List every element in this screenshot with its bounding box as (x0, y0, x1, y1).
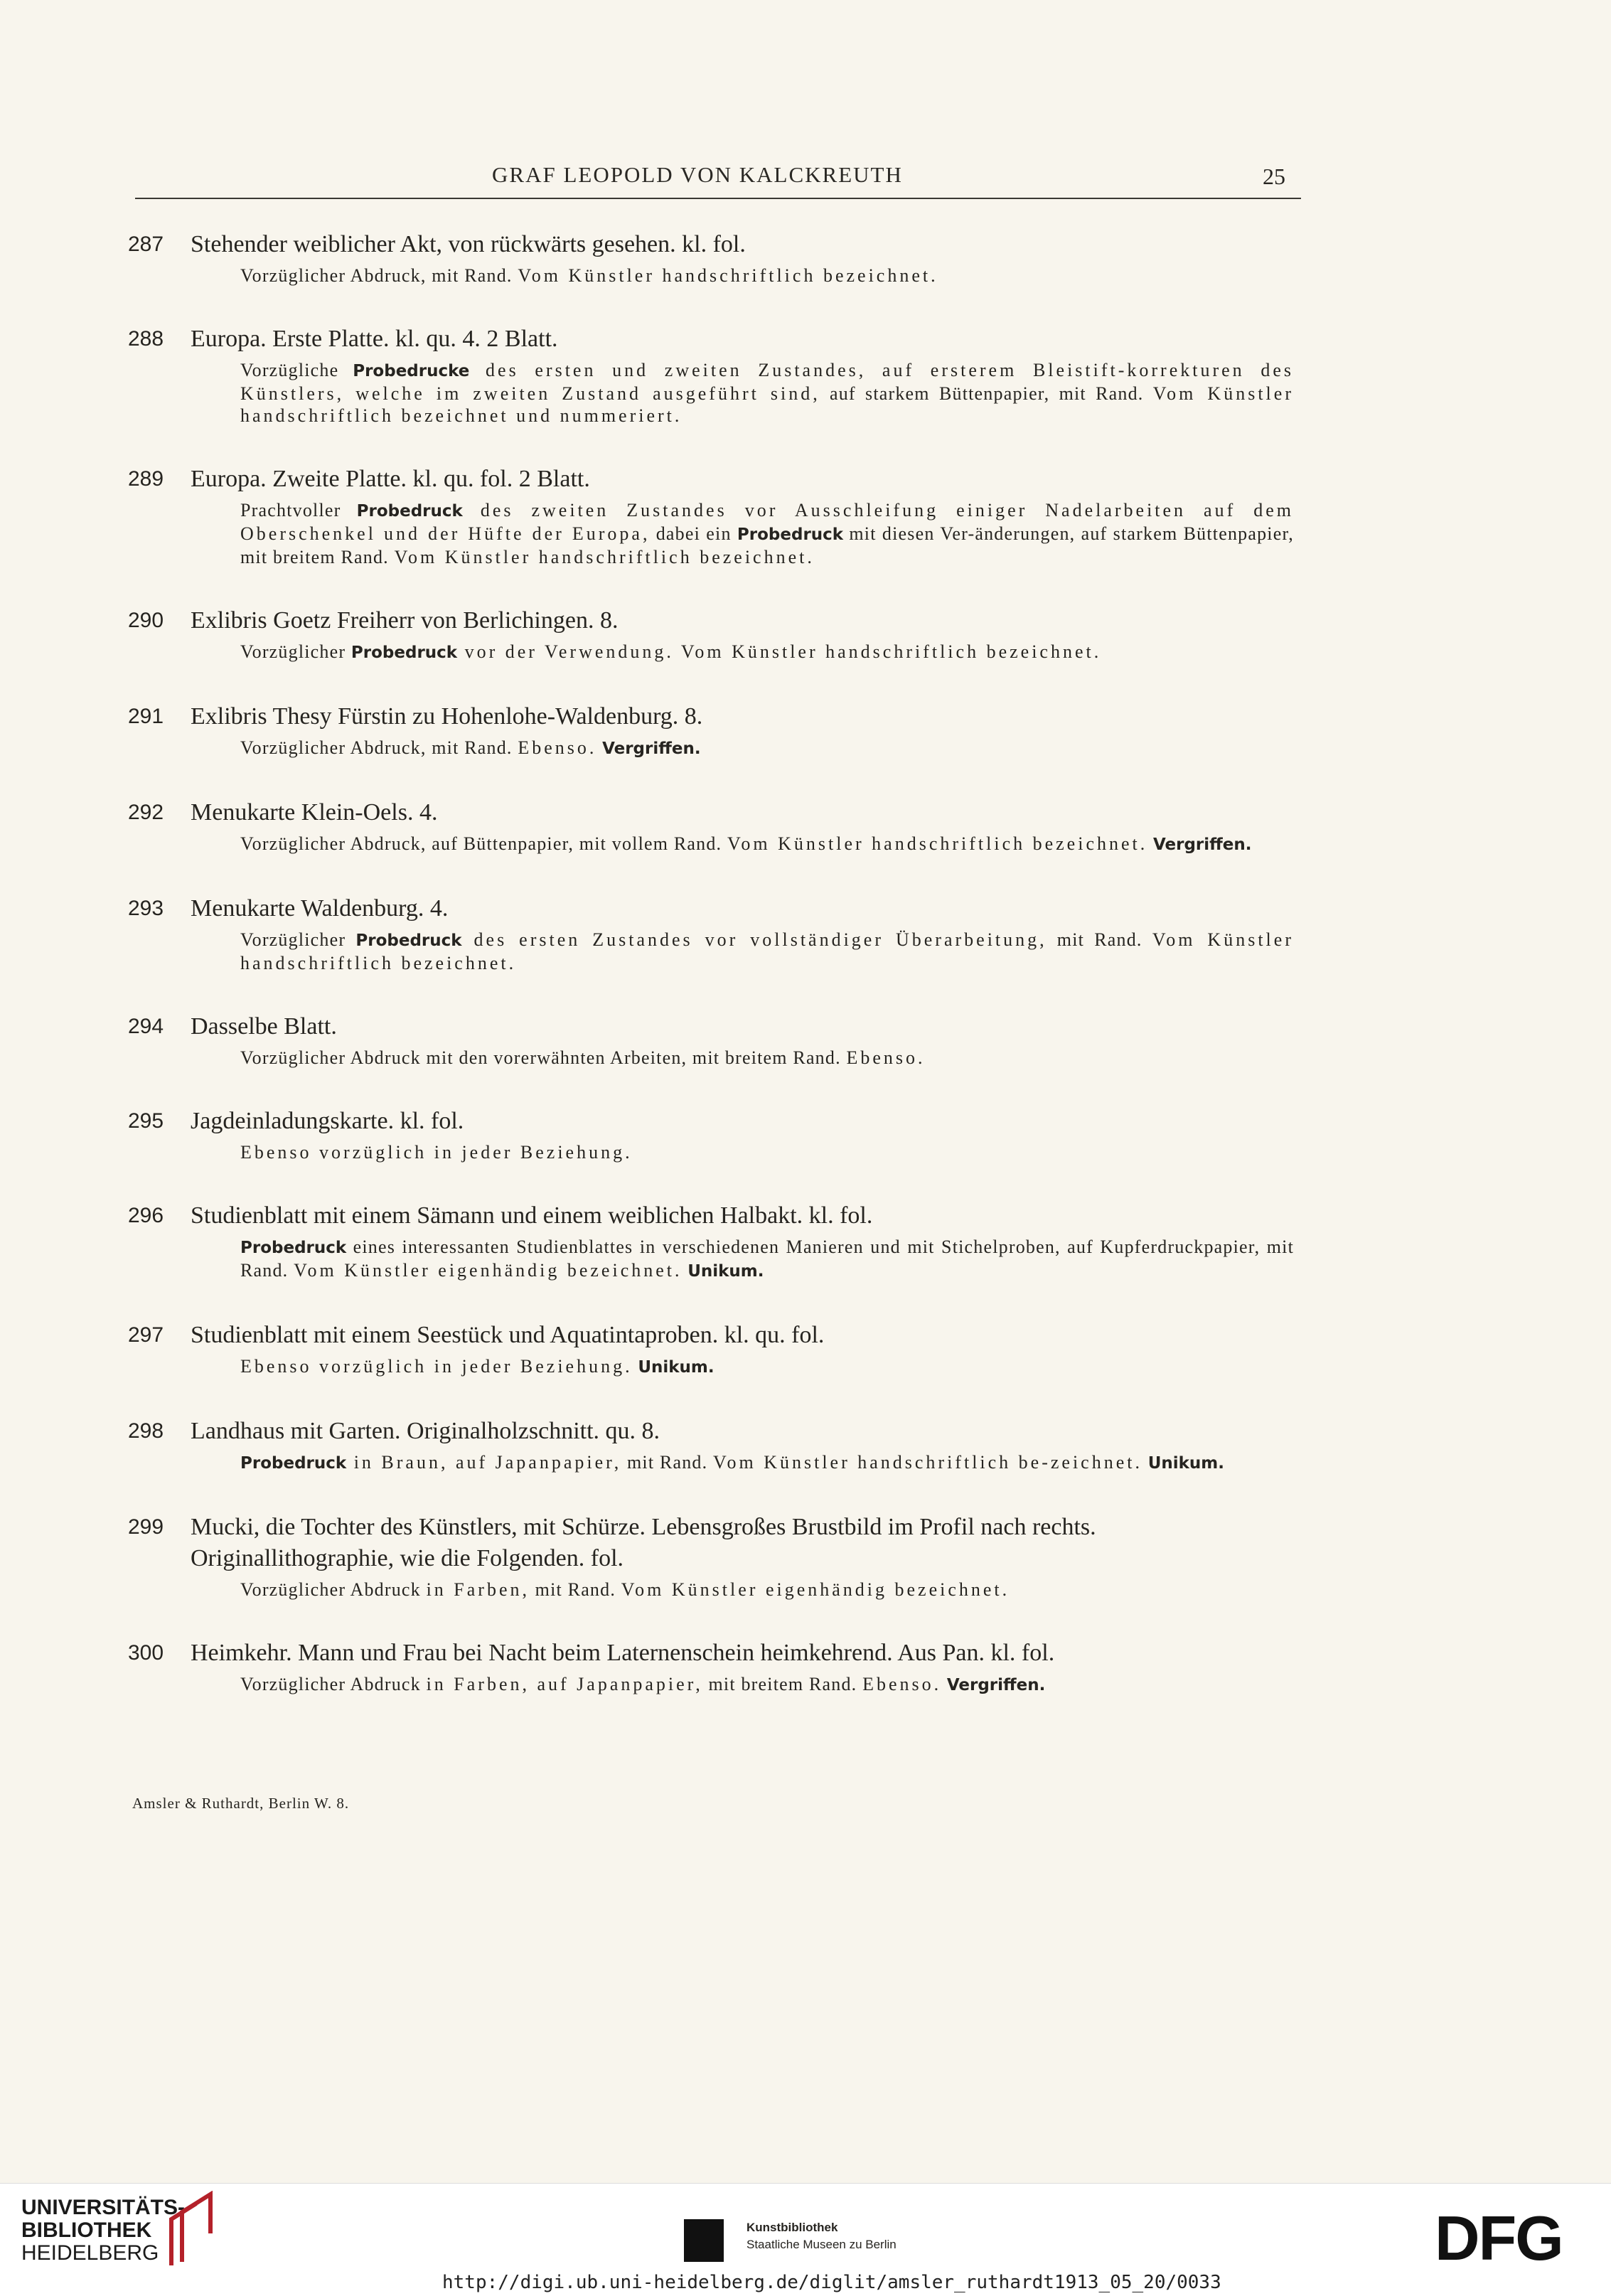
entry-number: 298 (128, 1419, 164, 1443)
catalog-entry (128, 324, 1294, 427)
description-text: dabei ein (650, 523, 737, 544)
entry-description (240, 737, 1294, 760)
description-text: in Braun, auf Japanpapier, (346, 1452, 622, 1473)
entry-description (240, 1355, 1294, 1379)
entry-description (240, 265, 1294, 287)
entry-description (240, 1579, 1294, 1601)
description-text: Vorzüglicher (240, 929, 356, 950)
entry-title: Exlibris Thesy Fürstin zu Hohenlohe-Waldenburg. 8. (191, 703, 703, 730)
page-number: 25 (1263, 164, 1285, 189)
entry-title: Europa. Zweite Platte. kl. qu. fol. 2 Blatt. (191, 466, 590, 492)
entry-title: Landhaus mit Garten. Originalholzschnitt. qu. 8. (191, 1418, 660, 1444)
entry-description (240, 1141, 1294, 1163)
entry-heading (128, 1106, 1294, 1137)
entry-heading (128, 893, 1294, 924)
entry-number: 292 (128, 801, 164, 824)
emphasis-term: Unikum. (1147, 1454, 1225, 1473)
emphasis-term: Probedruck (355, 931, 462, 950)
entry-description (240, 1236, 1294, 1283)
ub-logo-mark-icon (161, 2191, 225, 2269)
entry-heading (128, 701, 1294, 732)
description-text: Vom Künstler handschriftlich be-zeichnet. (713, 1452, 1142, 1473)
emphasis-term: Probedrucke (353, 362, 470, 380)
entry-heading (128, 324, 1294, 355)
entry-heading (128, 1320, 1294, 1351)
emphasis-term: Unikum. (687, 1262, 764, 1281)
entry-title: Heimkehr. Mann und Frau bei Nacht beim Laternenschein heimkehrend. Aus Pan. kl. fol. (191, 1640, 1055, 1666)
description-text: des zweiten Zustandes vor Ausschleifung einiger Nadelarbeiten auf dem Oberschenkel und der Hüfte der Europa, (240, 500, 1294, 544)
entry-title: Stehender weiblicher Akt, von rückwärts gesehen. kl. fol. (191, 231, 746, 257)
dfg-logo[interactable]: DFG (1435, 2203, 1563, 2273)
entry-title: Studienblatt mit einem Sämann und einem weiblichen Halbakt. kl. fol. (191, 1202, 873, 1229)
entry-heading (128, 1638, 1294, 1669)
catalog-entry (128, 1512, 1294, 1601)
description-text: mit Rand. (1047, 929, 1152, 950)
emphasis-term: Probedruck (240, 1239, 347, 1257)
entry-title: Mucki, die Tochter des Künstlers, mit Schürze. Lebensgroßes Brustbild im Profil nach rechts. Originallithographie, wie die Folgenden. fol. (191, 1514, 1096, 1571)
description-text: Ebenso vorzüglich in jeder Beziehung. (240, 1142, 633, 1163)
entry-title: Dasselbe Blatt. (191, 1013, 337, 1040)
description-text: Vorzüglicher Abdruck (240, 1674, 427, 1694)
description-text: Vorzüglicher Abdruck, mit Rand. (240, 265, 518, 286)
entry-heading (128, 1416, 1294, 1447)
catalog-entry (128, 797, 1294, 856)
description-text: Vom Künstler handschriftlich bezeichnet. (394, 547, 815, 567)
entry-number: 288 (128, 327, 164, 351)
entry-number: 300 (128, 1641, 164, 1665)
catalog-entry (128, 893, 1294, 974)
description-text: mit Rand. (529, 1579, 621, 1600)
description-text: mit breitem Rand. (702, 1674, 863, 1694)
entry-heading (128, 1512, 1294, 1574)
description-text: Vom Künstler handschriftlich bezeichnet. (240, 929, 1294, 973)
kunstbibliothek-label[interactable] (746, 2219, 897, 2253)
catalog-entry (128, 1416, 1294, 1475)
entry-number: 297 (128, 1323, 164, 1347)
ub-logo-line: UNIVERSITÄTS- (21, 2196, 186, 2219)
description-text: Vom Künstler handschriftlich bezeichnet. (518, 265, 938, 286)
entry-number: 293 (128, 897, 164, 920)
entry-title: Jagdeinladungskarte. kl. fol. (191, 1108, 464, 1134)
description-text (596, 737, 602, 758)
kunstbibliothek-subtitle: Staatliche Museen zu Berlin (746, 2238, 897, 2251)
description-text: in Farben, (426, 1579, 530, 1600)
description-text (941, 1674, 947, 1694)
description-text: Vorzüglicher Abdruck, mit Rand. (240, 737, 518, 758)
entry-description (240, 833, 1294, 856)
description-text: auf starkem Büttenpapier, mit Rand. (820, 383, 1153, 404)
description-text: Vom Künstler handschriftlich bezeichnet und nummeriert. (240, 383, 1294, 426)
emphasis-term: Probedruck (240, 1454, 347, 1473)
emphasis-term: Vergriffen. (946, 1676, 1046, 1694)
emphasis-term: Unikum. (638, 1358, 714, 1377)
description-text: Ebenso. (862, 1674, 942, 1694)
entry-heading (128, 1011, 1294, 1042)
description-text: mit diesen Ver-änderungen, auf starkem Büttenpapier, mit breitem Rand. (240, 523, 1294, 567)
description-text: in Farben, auf Japanpapier, (426, 1674, 703, 1694)
description-text: des ersten Zustandes vor vollständiger Überarbeitung, (461, 929, 1047, 950)
emphasis-term: Vergriffen. (1152, 835, 1252, 854)
entry-description (240, 641, 1294, 664)
description-text: Vorzüglicher Abdruck mit den vorerwähnten Arbeiten, mit breitem Rand. (240, 1047, 847, 1068)
description-text: Vom Künstler handschriftlich bezeichnet. (727, 833, 1148, 854)
ub-logo-line: HEIDELBERG (21, 2241, 159, 2265)
entry-heading (128, 605, 1294, 636)
entry-description (240, 1451, 1294, 1475)
description-text: Prachtvoller (240, 500, 357, 520)
catalog-entry (128, 1011, 1294, 1069)
entry-title: Europa. Erste Platte. kl. qu. 4. 2 Blatt. (191, 326, 558, 352)
entry-title: Exlibris Goetz Freiherr von Berlichingen. 8. (191, 607, 619, 634)
description-text: Vorzüglicher Abdruck (240, 1579, 427, 1600)
printer-imprint: Amsler & Ruthardt, Berlin W. 8. (132, 1795, 350, 1812)
entry-number: 299 (128, 1515, 164, 1539)
description-text: Vom Künstler eigenhändig bezeichnet. (294, 1260, 683, 1281)
catalog-entry (128, 229, 1294, 287)
emphasis-term: Probedruck (737, 525, 844, 544)
entry-number: 295 (128, 1109, 164, 1133)
catalog-entry (128, 1638, 1294, 1697)
entry-description (240, 929, 1294, 974)
permalink-url[interactable]: http://digi.ub.uni-heidelberg.de/diglit/amsler_ruthardt1913_05_20/0033 (442, 2272, 1221, 2293)
description-text: des ersten und zweiten Zustandes, auf ersterem Bleistift-korrekturen des Künstlers, welche im zweiten Zustand ausgeführt sind, (240, 360, 1294, 404)
description-text: Vorzüglicher (240, 641, 351, 662)
catalog-entry (128, 1200, 1294, 1283)
ub-logo-line: BIBLIOTHEK (21, 2218, 152, 2242)
kunstbibliothek-title: Kunstbibliothek (746, 2221, 838, 2234)
description-text: Ebenso. (846, 1047, 926, 1068)
entry-heading (128, 1200, 1294, 1232)
entry-description (240, 1673, 1294, 1697)
header-rule (135, 198, 1301, 199)
description-text: Ebenso. (518, 737, 597, 758)
entry-heading (128, 797, 1294, 828)
running-title: GRAF LEOPOLD VON KALCKREUTH (492, 162, 903, 187)
entry-description (240, 359, 1294, 427)
entry-title: Menukarte Waldenburg. 4. (191, 895, 449, 922)
description-text: Vorzüglicher Abdruck, auf Büttenpapier, mit vollem Rand. (240, 833, 727, 854)
entry-number: 294 (128, 1015, 164, 1038)
description-text: Ebenso vorzüglich in jeder Beziehung. (240, 1356, 633, 1377)
entry-number: 296 (128, 1204, 164, 1227)
description-text (1142, 1452, 1148, 1473)
catalog-entry (128, 1320, 1294, 1379)
entry-heading (128, 229, 1294, 260)
entry-description (240, 1047, 1294, 1069)
kunstbibliothek-logo-icon (684, 2219, 724, 2262)
entry-heading (128, 464, 1294, 495)
entry-description (240, 499, 1294, 568)
catalog-entry (128, 1106, 1294, 1163)
description-text: vor der Verwendung. Vom Künstler handschriftlich bezeichnet. (457, 641, 1102, 662)
description-text: Vom Künstler eigenhändig bezeichnet. (621, 1579, 1010, 1600)
catalog-entry (128, 605, 1294, 664)
entry-title: Menukarte Klein-Oels. 4. (191, 799, 438, 826)
entry-number: 289 (128, 467, 164, 491)
catalog-entry (128, 701, 1294, 760)
entry-title: Studienblatt mit einem Seestück und Aquatintaproben. kl. qu. fol. (191, 1322, 825, 1348)
description-text: eines interessanten Studienblattes in verschiedenen Manieren und mit Stichelproben, auf Kupferdruckpapier, mit Rand. (240, 1237, 1294, 1281)
emphasis-term: Probedruck (356, 502, 463, 520)
catalog-entry (128, 464, 1294, 568)
description-text (1147, 833, 1153, 854)
entry-number: 287 (128, 233, 164, 256)
catalog-entries (128, 229, 1294, 1734)
entry-number: 291 (128, 705, 164, 728)
description-text: mit Rand. (621, 1452, 714, 1473)
entry-number: 290 (128, 609, 164, 632)
emphasis-term: Probedruck (350, 644, 458, 662)
description-text: Vorzügliche (240, 360, 353, 380)
viewer-footer (0, 2183, 1611, 2296)
emphasis-term: Vergriffen. (602, 739, 701, 758)
